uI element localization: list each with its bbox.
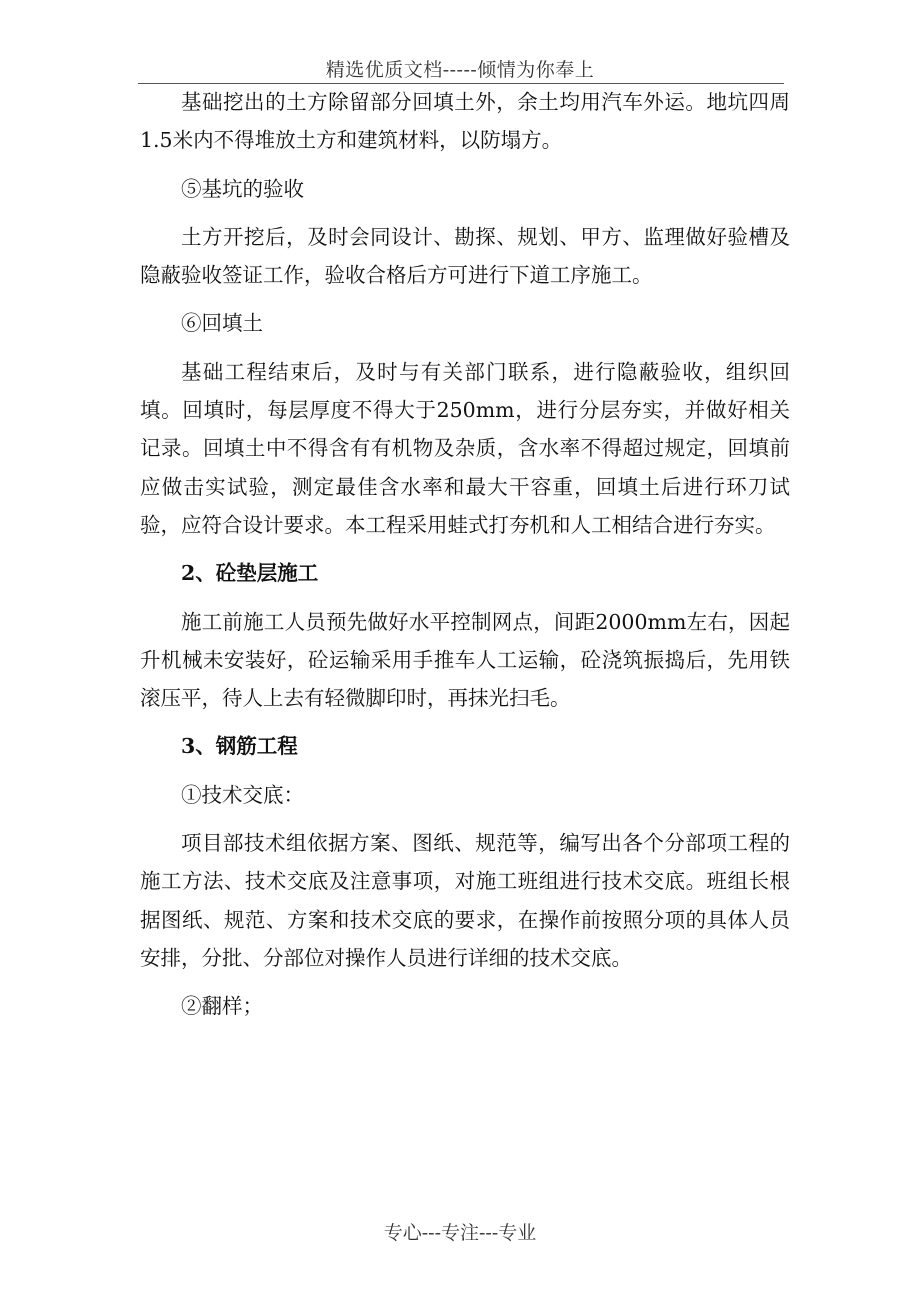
page-header: 精选优质文档-----倾情为你奉上 [325, 59, 595, 81]
page-footer: 专心---专注---专业 [383, 1222, 537, 1244]
paragraph-technical-briefing: 项目部技术组依据方案、图纸、规范等，编写出各个分部项工程的施工方法、技术交底及注意事项，对施工班组进行技术交底。班组长根据图纸、规范、方案和技术交底的要求，在操作前按照分项的具体人员安排，分批、分部位对操作人员进行详细的技术交底。 [140, 831, 790, 970]
paragraph-backfill: 基础工程结束后，及时与有关部门联系，进行隐蔽验收，组织回填。回填时，每层厚度不得大于250mm，进行分层夯实，并做好相关记录。回填土中不得含有有机物及杂质，含水率不得超过规定，回填前应做击实试验，测定最佳含水率和最大干容重，回填土后进行环刀试验，应符合设计要求。本工程采用蛙式打夯机和人工相结合进行夯实。 [140, 359, 790, 537]
heading-backfill: ⑥回填土 [181, 311, 263, 336]
paragraph-earthwork-disposal: 基础挖出的土方除留部分回填土外，余土均用汽车外运。地坑四周1.5米内不得堆放土方和建筑材料，以防塌方。 [140, 90, 790, 153]
section-heading-concrete-cushion: 2、砼垫层施工 [181, 561, 319, 586]
paragraph-pit-acceptance: 土方开挖后，及时会同设计、勘探、规划、甲方、监理做好验槽及隐蔽验收签证工作，验收合格后方可进行下道工序施工。 [140, 224, 790, 288]
heading-technical-briefing: ①技术交底： [181, 782, 304, 807]
section-heading-rebar: 3、钢筋工程 [181, 734, 298, 759]
document-body [140, 83, 790, 1036]
heading-pit-acceptance: ⑤基坑的验收 [181, 176, 304, 201]
paragraph-concrete-cushion: 施工前施工人员预先做好水平控制网点，间距2000mm左右，因起升机械未安装好，砼运输采用手推车人工运输，砼浇筑振捣后，先用铁滚压平，待人上去有轻微脚印时，再抹光扫毛。 [140, 609, 790, 711]
heading-layout-sampling: ②翻样； [181, 994, 263, 1019]
